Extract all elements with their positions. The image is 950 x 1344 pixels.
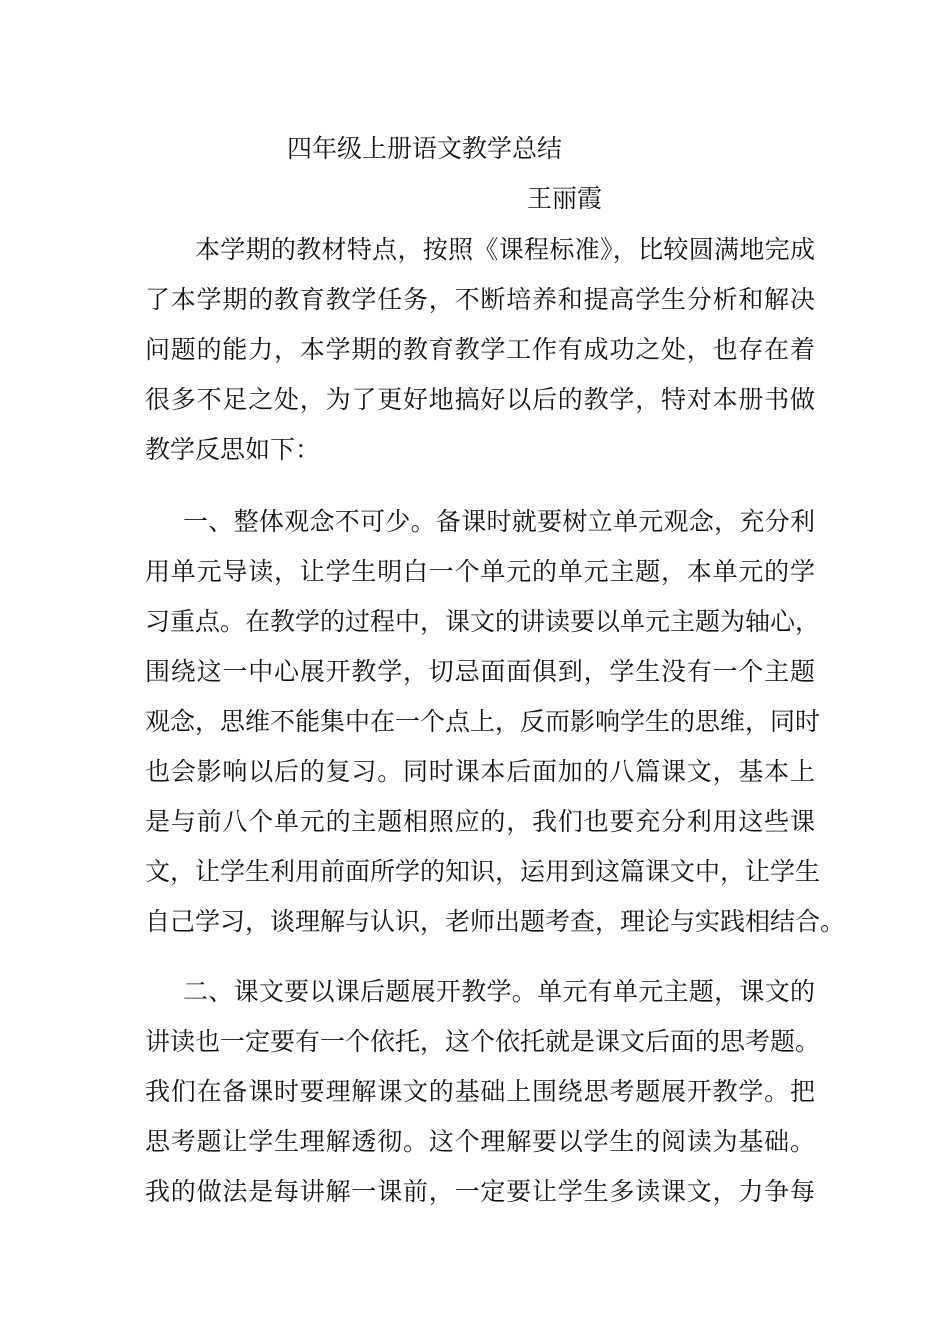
paragraph-line: 观念，思维不能集中在一个点上，反而影响学生的思维，同时 bbox=[145, 707, 821, 736]
paragraph-line: 问题的能力，本学期的教育教学工作有成功之处，也存在着 bbox=[145, 335, 815, 364]
paragraph-line: 自己学习，谈理解与认识，老师出题考查，理论与实践相结合。 bbox=[145, 907, 846, 936]
paragraph-intro bbox=[145, 225, 815, 475]
paragraph-line: 用单元导读，让学生明白一个单元的单元主题，本单元的学 bbox=[145, 557, 815, 586]
paragraph-line: 本学期的教材特点，按照《课程标准》，比较圆满地完成 bbox=[195, 235, 815, 264]
paragraph-line: 一、整体观念不可少。备课时就要树立单元观念，充分利 bbox=[183, 507, 815, 536]
paragraph-line: 我们在备课时要理解课文的基础上围绕思考题展开教学。把 bbox=[145, 1077, 815, 1106]
document-author: 王丽霞 bbox=[527, 184, 603, 213]
paragraph-line: 思考题让学生理解透彻。这个理解要以学生的阅读为基础。 bbox=[145, 1127, 815, 1156]
paragraph-line: 二、课文要以课后题展开教学。单元有单元主题，课文的 bbox=[183, 977, 815, 1006]
paragraph-line: 习重点。在教学的过程中，课文的讲读要以单元主题为轴心， bbox=[145, 607, 821, 636]
paragraph-line: 了本学期的教育教学任务，不断培养和提高学生分析和解决 bbox=[145, 285, 815, 314]
paragraph-line: 很多不足之处，为了更好地搞好以后的教学，特对本册书做 bbox=[145, 385, 815, 414]
paragraph-section-one bbox=[145, 497, 846, 947]
paragraph-section-two bbox=[145, 967, 821, 1217]
paragraph-line: 也会影响以后的复习。同时课本后面加的八篇课文，基本上 bbox=[145, 757, 815, 786]
paragraph-line: 是与前八个单元的主题相照应的，我们也要充分利用这些课 bbox=[145, 807, 815, 836]
paragraph-line: 我的做法是每讲解一课前，一定要让学生多读课文，力争每 bbox=[145, 1177, 815, 1206]
paragraph-line: 文，让学生利用前面所学的知识，运用到这篇课文中，让学生 bbox=[145, 857, 821, 886]
paragraph-line: 教学反思如下： bbox=[145, 435, 321, 464]
paragraph-line: 讲读也一定要有一个依托，这个依托就是课文后面的思考题。 bbox=[145, 1027, 821, 1056]
paragraph-line: 围绕这一中心展开教学，切忌面面俱到，学生没有一个主题 bbox=[145, 657, 815, 686]
document-title: 四年级上册语文教学总结 bbox=[287, 134, 563, 163]
